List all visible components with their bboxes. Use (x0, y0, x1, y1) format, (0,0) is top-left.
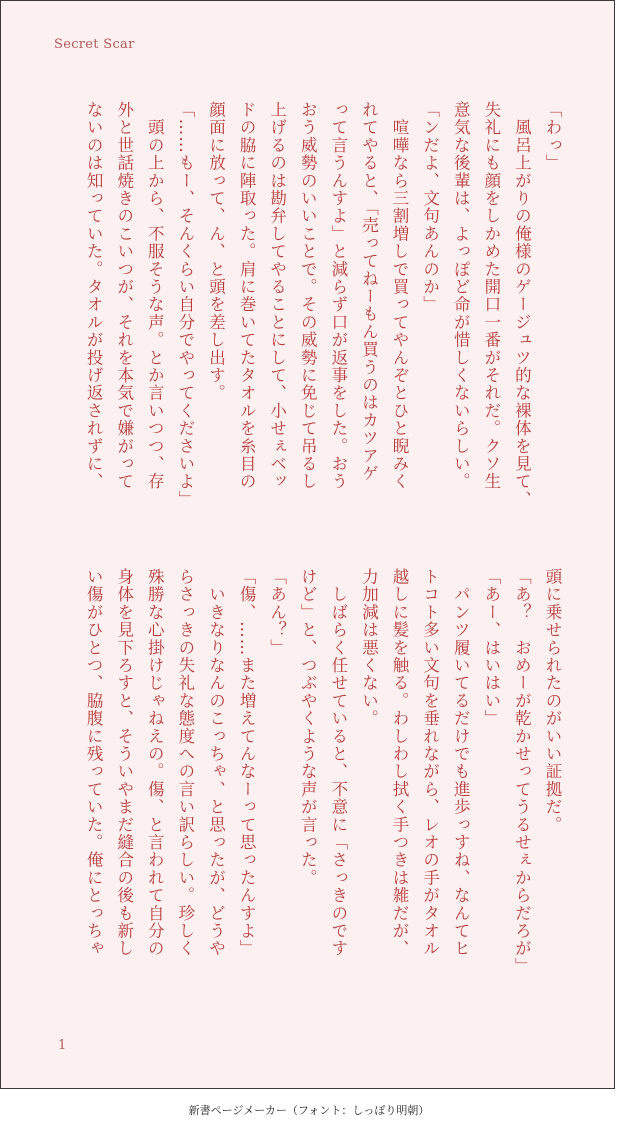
text-line: ドの脇に陣取った。肩に巻いてたタオルを糸目の (237, 101, 257, 491)
text-line: けど」と、つぶやくような声が言った。 (298, 568, 318, 887)
text-line: トコト多い文句を垂れながら、レオの手がタオル (420, 568, 440, 958)
text-line: 「あん？」 (267, 568, 287, 657)
text-line: れてやると、「売ってねーもん買うのはカツアゲ (359, 101, 379, 483)
text-line: 身体を見下ろすと、そういやまだ縫合の後も新し (114, 568, 134, 958)
footer-caption: 新書ページメーカー（フォント：しっぽり明朝） (188, 1104, 430, 1117)
text-line: 頭に乗せられたのがいい証拠だ。 (543, 568, 562, 834)
text-line: って言うんすよ」と減らず口が返事をした。おう (328, 101, 348, 491)
text-block-upper (78, 101, 568, 521)
text-line: い傷がひとつ、脇腹に残っていた。俺にとっちゃ (84, 568, 104, 958)
text-line: いきなりなんのこっちゃ、と思ったが、どうや (206, 568, 226, 958)
page-number: 1 (58, 1038, 67, 1053)
text-line: 「あ？ おめーが乾かせってうるせぇからだろが」 (512, 568, 532, 976)
text-line: 「あー、はいはい」 (481, 568, 501, 728)
text-line: 喧嘩なら三割増しで買ってやんぞとひと睨みく (390, 101, 410, 491)
text-line: 越しに髪を触る。わしわし拭く手つきは雑だが、 (390, 568, 410, 958)
text-block-lower (78, 568, 568, 988)
text-line: 頭の上から、不服そうな声。とか言いつつ、存 (145, 101, 165, 491)
running-title: Secret Scar (54, 37, 135, 52)
text-line: 風呂上がりの俺様のゲージュツ的な裸体を見て、 (512, 101, 532, 509)
text-line: 「ンだよ、文句あんのか」 (420, 101, 440, 314)
text-line: 外と世話焼きのこいつが、それを本気で嫌がって (114, 101, 134, 491)
text-line: 上げるのは勘弁してやることにして、小せぇベッ (267, 101, 287, 491)
text-line: 「……もー、そんくらい自分でやってくださいよ」 (175, 101, 195, 509)
text-line: 「傷、……また増えてんなーって思ったんすよ」 (237, 568, 257, 958)
text-line: 力加減は悪くない。 (359, 568, 379, 728)
text-line: おう威勢のいいことで。その威勢に免じて吊るし (298, 101, 318, 491)
text-line: 失礼にも顔をしかめた開口一番がそれだ。クソ生 (481, 101, 501, 491)
text-line: パンツ履いてるだけでも進歩っすね、なんてヒ (451, 568, 471, 958)
text-line: 「わっ」 (543, 101, 562, 172)
text-line: 顔面に放って、ん、と頭を差し出す。 (206, 101, 226, 402)
text-line: らさっきの失礼な態度への言い訳らしい。珍しく (175, 568, 195, 958)
text-line: しばらく任せていると、不意に「さっきのです (328, 568, 348, 958)
text-line: ないのは知っていた。タオルが投げ返されずに、 (84, 101, 104, 491)
text-line: 殊勝な心掛けじゃねえの。傷、と言われて自分の (145, 568, 165, 958)
text-line: 意気な後輩は、よっぽど命が惜しくないらしい。 (451, 101, 471, 491)
